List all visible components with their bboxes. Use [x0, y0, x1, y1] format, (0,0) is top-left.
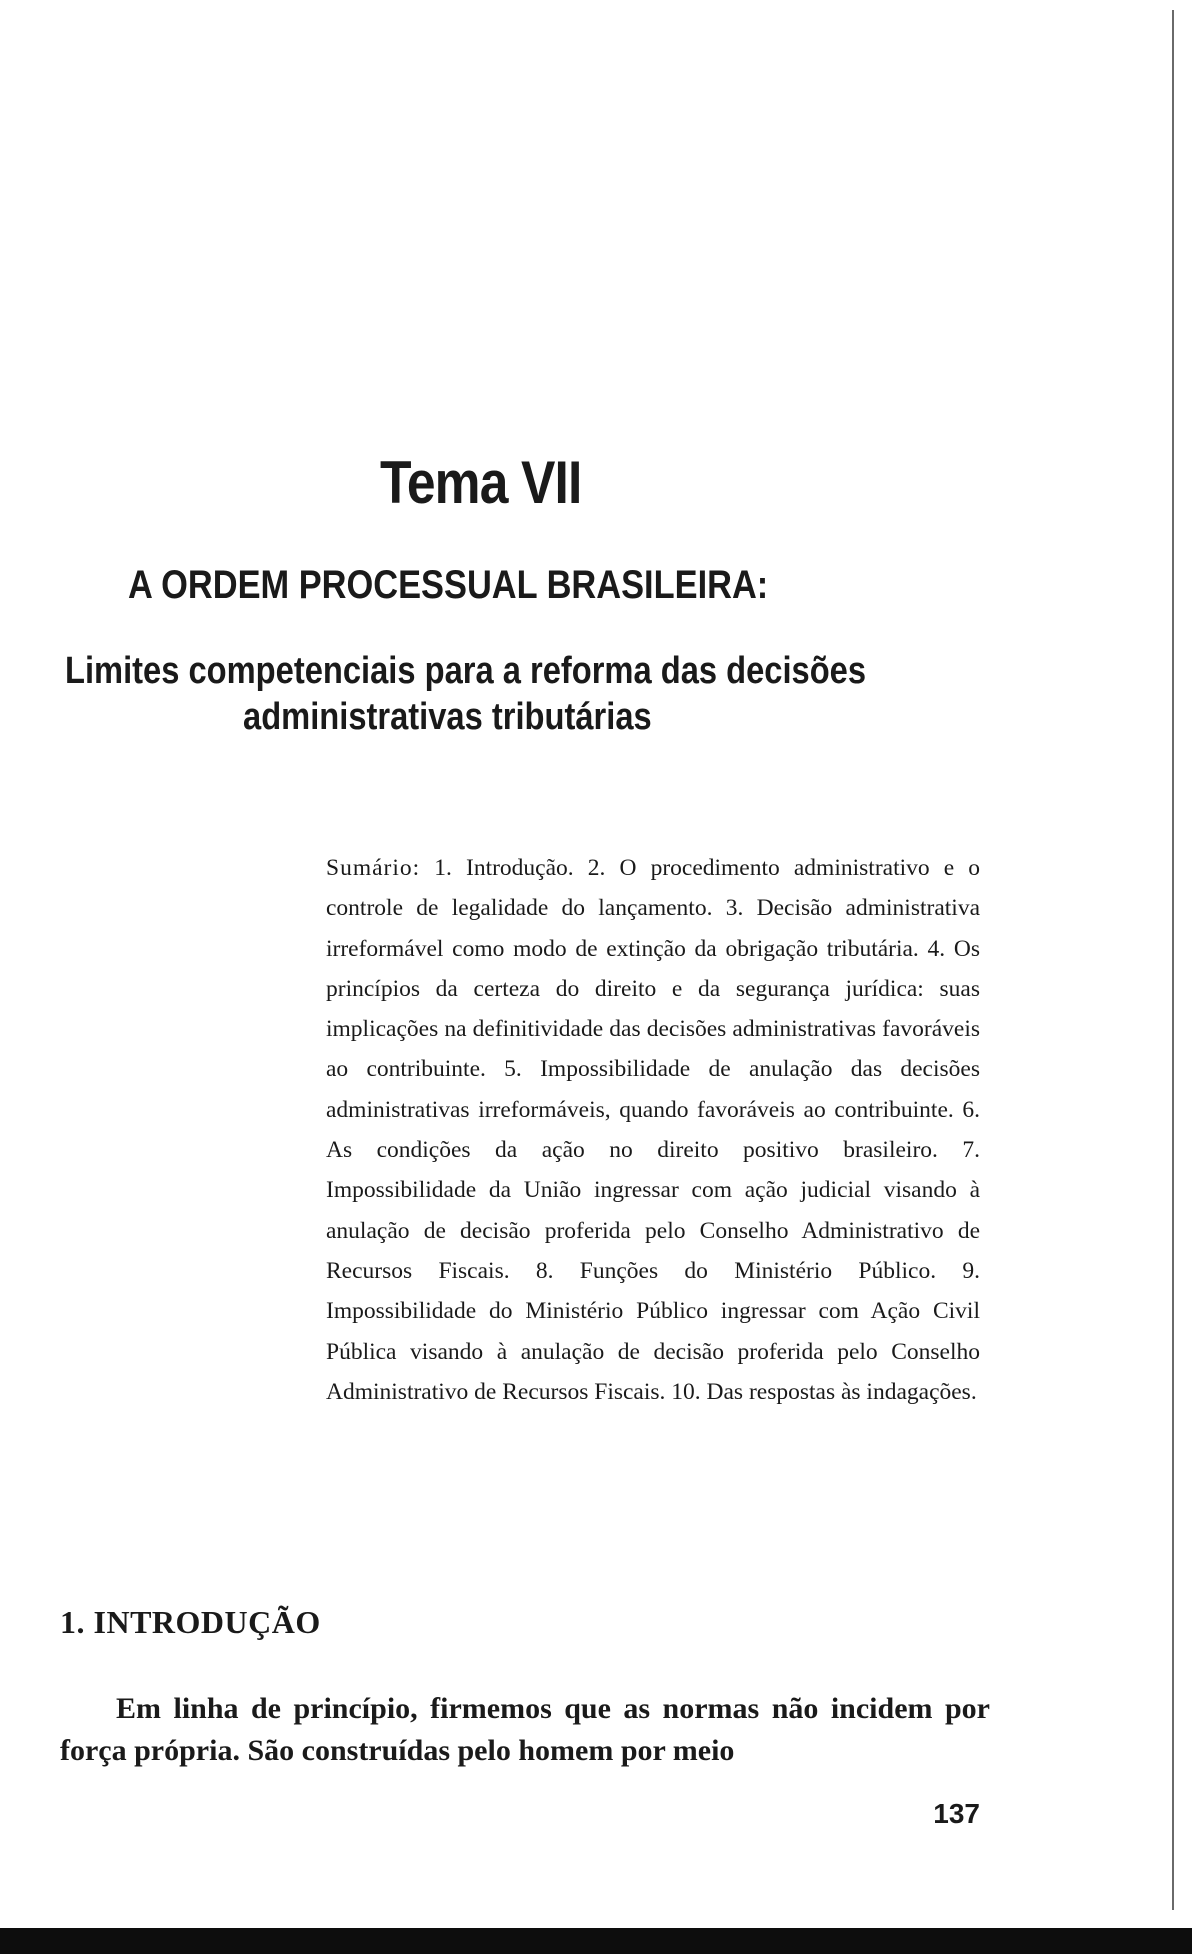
subtitle-line-1: Limites competenciais para a reforma das decisões — [65, 650, 867, 692]
page-edge-line — [1172, 10, 1174, 1910]
body-paragraph: Em linha de princípio, firmemos que as normas não incidem por força própria. São construídas pelo homem por meio — [60, 1692, 990, 1767]
scan-bottom-edge — [0, 1928, 1192, 1954]
subtitle-line-2: administrativas tributárias — [243, 696, 652, 738]
main-title: A ORDEM PROCESSUAL BRASILEIRA: — [128, 563, 769, 607]
summary-paragraph — [326, 848, 980, 1412]
page-number: 137 — [933, 1798, 980, 1829]
summary-label: Sumário: — [326, 855, 421, 881]
summary-text: 1. Introdução. 2. O procedimento administrativo e o controle de legalidade do lançamento. 3. Decisão administrativa irreformável como modo de extinção da obrigação tributária. 4. Os princípios da certeza do direito e da segurança jurídica: suas implicações na definitividade das decisões administrativas favoráveis ao contribuinte. 5. Impossibilidade de anulação das decisões administrativas irreformáveis, quando favoráveis ao contribuinte. 6. As condições da ação no direito positivo brasileiro. 7. Impossibilidade da União ingressar com ação judicial visando à anulação de decisão proferida pelo Conselho Administrativo de Recursos Fiscais. 8. Funções do Ministério Público. 9. Impossibilidade do Ministério Público ingressar com Ação Civil Pública visando à anulação de decisão proferida pelo Conselho Administrativo de Recursos Fiscais. 10. Das respostas às indagações. — [326, 855, 981, 1405]
subtitle — [65, 648, 891, 740]
section-heading: 1. INTRODUÇÃO — [60, 1604, 321, 1640]
chapter-title: Tema VII — [380, 449, 582, 516]
